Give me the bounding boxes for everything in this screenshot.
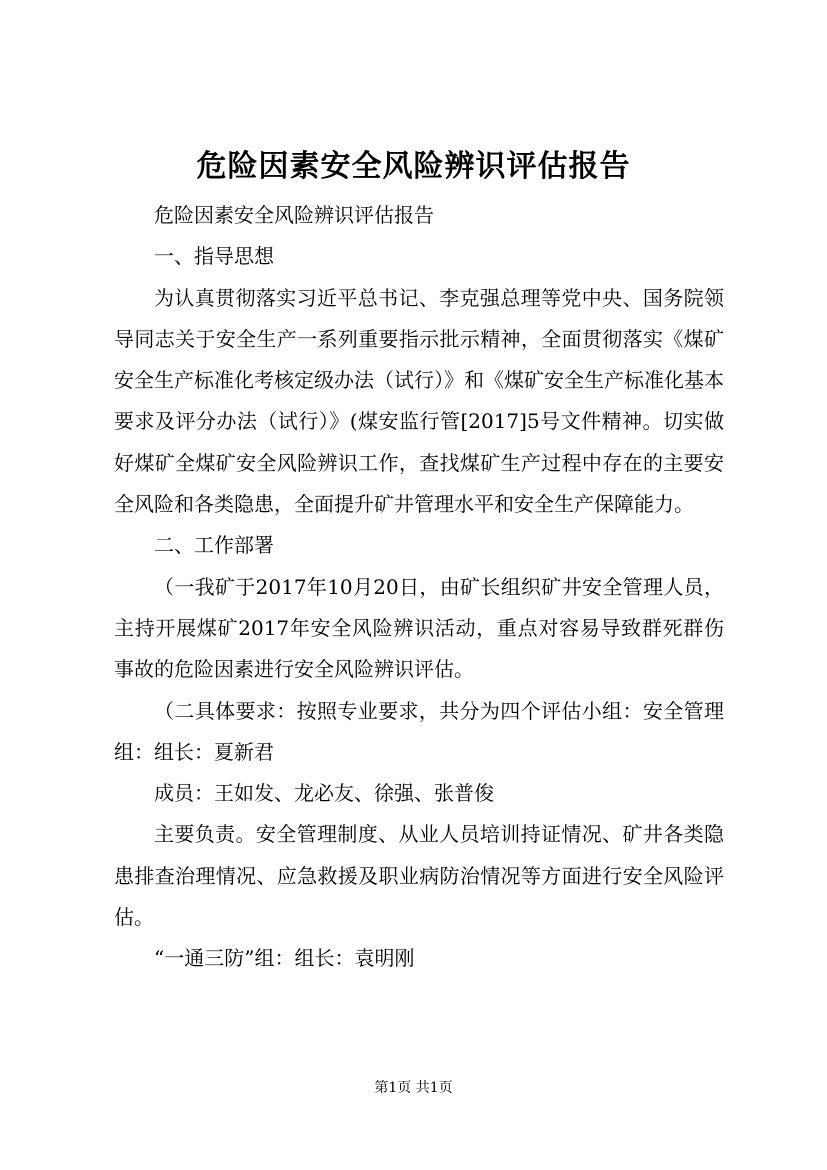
- body-paragraph: 为认真贯彻落实习近平总书记、李克强总理等党中央、国务院领导同志关于安全生产一系列重要指示批示精神，全面贯彻落实《煤矿安全生产标准化考核定级办法（试行）》和《煤矿安全生产标准化基本要求及评分办法（试行）》(煤安监行管[2017]5号文件精神。切实做好煤矿全煤矿安全风险辨识工作，查找煤矿生产过程中存在的主要安全风险和各类隐患，全面提升矿井管理水平和安全生产保障能力。: [114, 285, 724, 517]
- document-title: 危险因素安全风险辨识评估报告: [196, 149, 631, 184]
- body-paragraph: （二具体要求：按照专业要求，共分为四个评估小组：安全管理组：组长：夏新君: [114, 698, 724, 764]
- section-heading: 二、工作部署: [154, 533, 274, 558]
- page-footer: 第1页 共1页: [374, 1080, 453, 1096]
- section-heading: 一、指导思想: [154, 244, 274, 269]
- body-paragraph: 危险因素安全风险辨识评估报告: [154, 203, 434, 227]
- body-paragraph: 主要负责。安全管理制度、从业人员培训持证情况、矿井各类隐患排查治理情况、应急救援及职业病防治情况等方面进行安全风险评估。: [114, 822, 724, 930]
- body-paragraph: （一我矿于2017年10月20日，由矿长组织矿井安全管理人员，主持开展煤矿2017年安全风险辨识活动，重点对容易导致群死群伤事故的危险因素进行安全风险辨识评估。: [114, 574, 724, 682]
- document-body: [114, 195, 724, 980]
- body-paragraph: 成员：王如发、龙必友、徐强、张普俊: [154, 781, 494, 806]
- body-paragraph: “一通三防”组：组长：袁明刚: [154, 946, 415, 971]
